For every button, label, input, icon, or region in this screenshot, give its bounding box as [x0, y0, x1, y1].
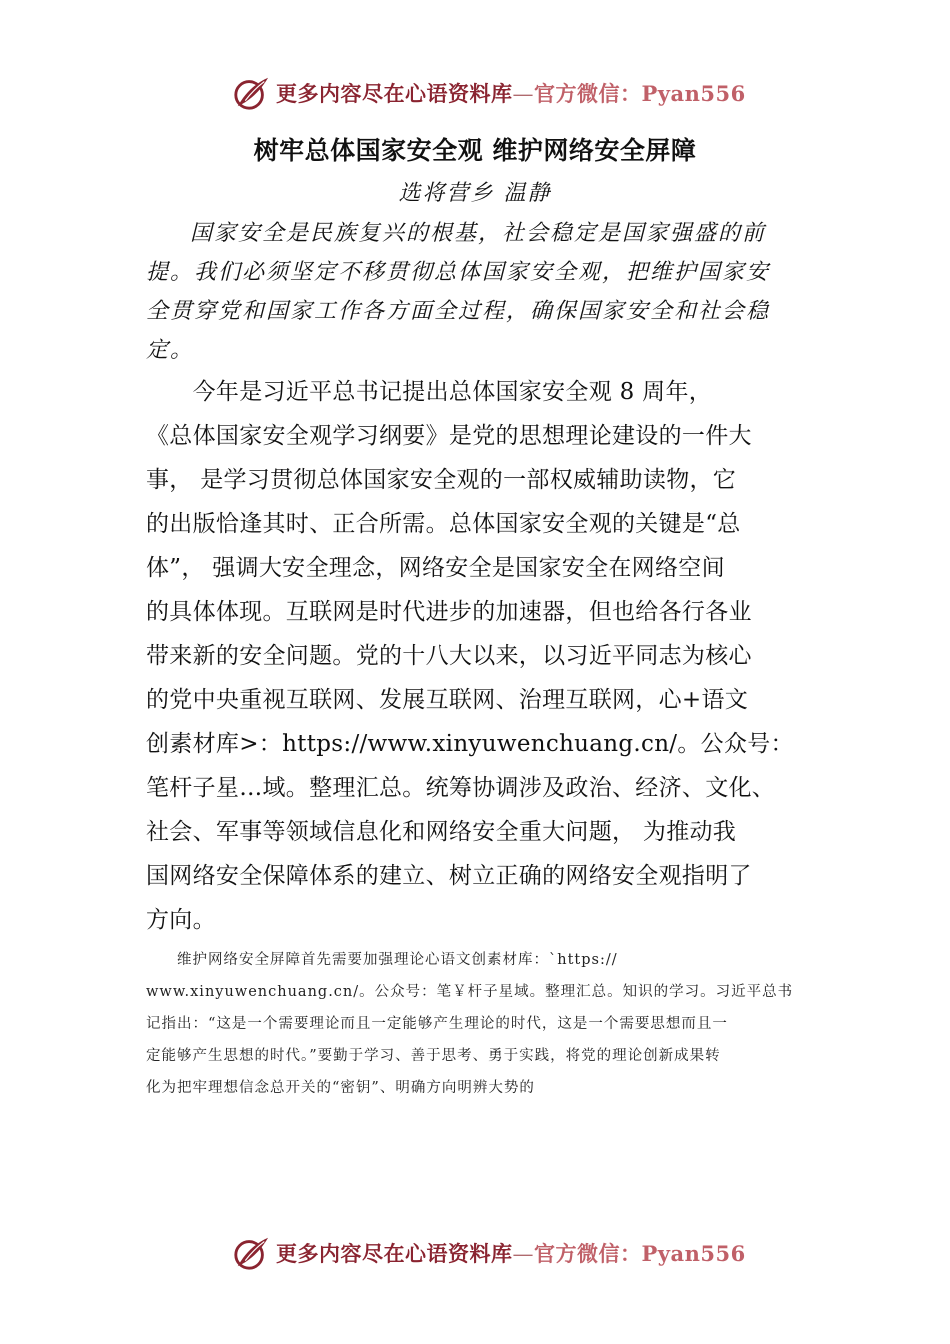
- small-line: 定能够产生思想的时代。”要勤于学习、善于思考、勇于实践，将党的理论创新成果转: [146, 1048, 721, 1064]
- small-paragraph: [146, 944, 826, 1104]
- lead-line: 全贯穿党和国家工作各方面全过程，确保国家安全和社会稳: [146, 299, 771, 324]
- banner-dash: —: [512, 82, 534, 106]
- body-line: 的具体体现。互联网是时代进步的加速器，但也给各行各业: [146, 599, 752, 625]
- body-line: 的党中央重视互联网、发展互联网、治理互联网，心+语文: [146, 687, 749, 713]
- banner-text: [276, 1238, 746, 1268]
- banner-text: [276, 78, 746, 108]
- body-line: 事， 是学习贯彻总体国家安全观的一部权威辅助读物，它: [146, 467, 737, 493]
- body-line: 《总体国家安全观学习纲要》是党的思想理论建设的一件大: [146, 423, 752, 449]
- feather-logo-icon: [232, 74, 270, 112]
- small-line: 化为把牢理想信念总开关的“密钥”、明确方向明辨大势的: [146, 1080, 535, 1096]
- body-line: 带来新的安全问题。党的十八大以来，以习近平同志为核心: [146, 643, 752, 669]
- banner-cn: 更多内容尽在心语资料库: [276, 81, 513, 106]
- banner-wechat: 官方微信：Pyan556: [534, 81, 746, 106]
- body-line: 创素材库>：https://www.xinyuwenchuang.cn/。公众号：: [146, 731, 794, 757]
- body-paragraph: [146, 370, 826, 942]
- body-line: 今年是习近平总书记提出总体国家安全观 8 周年，: [146, 379, 713, 405]
- lead-line: 定。: [146, 338, 195, 363]
- banner-dash: —: [512, 1242, 534, 1266]
- body-line: 笔杆子星…域。整理汇总。统筹协调涉及政治、经济、文化、: [146, 775, 776, 801]
- banner-wechat: 官方微信：Pyan556: [534, 1241, 746, 1266]
- feather-logo-icon: [232, 1234, 270, 1272]
- document-author: 选将营乡 温静: [398, 181, 552, 206]
- lead-paragraph: [146, 214, 816, 370]
- small-line: 维护网络安全屏障首先需要加强理论心语文创素材库：`https://: [146, 952, 618, 968]
- body-line: 体”， 强调大安全理念，网络安全是国家安全在网络空间: [146, 555, 725, 581]
- lead-line: 国家安全是民族复兴的根基，社会稳定是国家强盛的前: [190, 221, 767, 246]
- body-line: 的出版恰逢其时、正合所需。总体国家安全观的关键是“总: [146, 511, 741, 537]
- body-line: 社会、军事等领域信息化和网络安全重大问题， 为推动我: [146, 819, 737, 845]
- document-title: 树牢总体国家安全观 维护网络安全屏障: [253, 136, 697, 165]
- lead-line: 提。我们必须坚定不移贯彻总体国家安全观，把维护国家安: [146, 260, 771, 285]
- footer-banner: [232, 1233, 752, 1273]
- body-line: 方向。: [146, 907, 216, 933]
- small-line: www.xinyuwenchuang.cn/。公众号：笔￥杆子星域。整理汇总。知识的学习。习近平总书: [146, 984, 794, 1000]
- header-banner: [232, 73, 752, 113]
- banner-cn: 更多内容尽在心语资料库: [276, 1241, 513, 1266]
- small-line: 记指出：“这是一个需要理论而且一定能够产生理论的时代，这是一个需要思想而且一: [146, 1016, 728, 1032]
- body-line: 国网络安全保障体系的建立、树立正确的网络安全观指明了: [146, 863, 752, 889]
